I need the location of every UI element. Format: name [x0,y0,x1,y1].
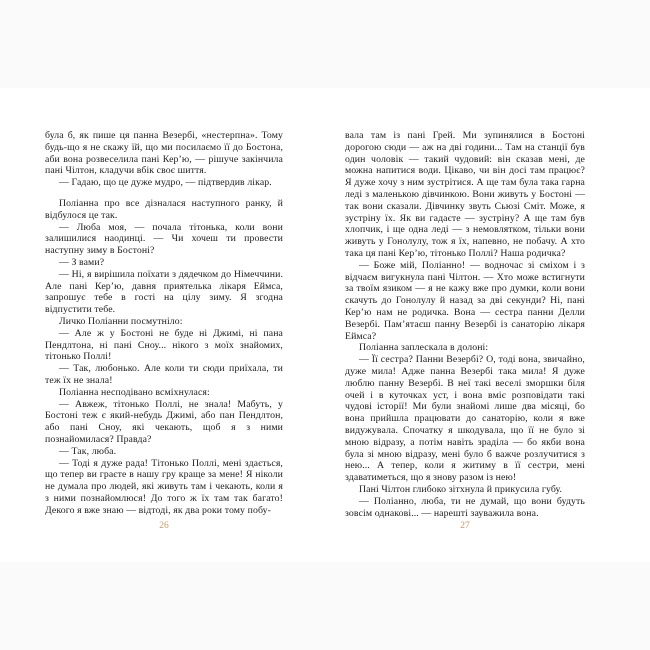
paragraph: — Поліанно, люба, ти не думай, що вони будуть зовсім однакові... — нарешті зауважила вона. [345,495,585,519]
page-left [45,88,283,562]
paragraph: — Тоді я дуже рада! Тітонько Поллі, мені здається, що тепер ви граєте в нашу гру краще за мене! Я ніколи не думала про людей, які живуть там і чекають, коли я з ними познайомлюся! До того ж їх там так багато! Декого я вже знаю — відтоді, як два роки тому побу- [45,457,283,516]
paragraph: — З вами? [59,256,105,268]
paragraph: Личко Поліанни посмутніло: [59,315,183,327]
paragraph: — Так, любонько. Але коли ти сюди приїхала, ти теж їх не знала! [45,363,283,386]
paragraph: — Авжеж, тітонько Поллі, не знала! Мабуть, у Бостоні теж є який-небудь Джимі, або пан Пендлтон, або пані Сноу, які чекають, щоб я з ними познайомилася? Правда? [45,398,283,445]
paragraph: Поліанна заплескала в долоні: [359,342,489,354]
paragraph: — Боже мій, Поліанно! — водночас зі сміхом і з відчаєм вигукнула пані Чілтон. — Хто може встигнути за твоїм язиком — я не кажу вже про думки, коли вони скачуть до Гонолулу й назад за дві секунди? Ні, пані Кер’ю нам не родичка. Вона — сестра панни Делли Везербі. Пам’ятаєш панну Везербі із санаторію лікаря Еймса? [345,259,585,342]
paragraph: — Її сестра? Панни Везербі? О, тоді вона, звичайно, дуже мила! Адже панна Везербі така мила! Я дуже люблю панну Везербі. В неї такі веселі зморшки біля очей і в куточках уст, і вона вміє розповідати такі чудові історії! Ми були знайомі лише два місяці, бо вона прийшла працювати до санаторію, коли я вже видужувала. Спочатку я шкодувала, що її не було зі мною відразу, а потім навіть зраділа — бо якби вона була зі мною відразу, мені було б важче розлучитися з нею... А тепер, коли я житиму в її сестри, мені здаватиметься, що я знову разом із нею! [345,354,585,484]
page-number-right: 27 [460,521,470,531]
book-spread [0,88,650,562]
text-column [345,130,585,522]
page-right [345,88,585,562]
paragraph: вала там із пані Грей. Ми зупинялися в Бостоні дорогою сюди — аж на дві години... Там на станції був один чоловік — такий чудовий: він сказав мені, де можна напитися води. Цікаво, чи він досі там працює? Я дуже хочу з ним зустрітися. А ще там була така гарна леді з маленькою дівчинкою. Вони живуть у Бостоні — так вони сказали. Дівчинку звуть Сьюзі Сміт. Може, я зустріну їх. Як ви гадаєте — зустріну? А ще там був хлопчик, і ще одна леді — з немовлятком, тільки вони живуть у Гонолулу, тож я їх, напевно, не побачу. А хто така ця пані Кер’ю, тітонько Поллі? Наша родичка? [345,130,585,259]
paragraph: — Так, люба. [59,445,117,457]
paragraph: — Гадаю, що це дуже мудро, — підтвердив лікар. [59,177,272,189]
page-number-left: 26 [159,521,169,531]
paragraph: — Люба моя, — почала тітонька, коли вони залишилися наодинці. — Чи хочеш ти провести наступну зиму в Бостоні? [45,221,283,257]
paragraph: — Але ж у Бостоні не буде ні Джимі, ні пана Пендлтона, ні пані Сноу... нікого з моїх знайомих, тітонько Поллі! [45,327,283,363]
text-column [45,130,283,522]
paragraph: Поліанна про все дізналася наступного ранку, й відбулося це так. [45,197,283,221]
paragraph: Поліанна несподівано всміхнулася: [59,386,210,398]
paragraph: — Ні, я вирішила поїхати з дядечком до Німеччини. Але пані Кер’ю, давня приятелька лікаря Еймса, запрошує тебе в гості на цілу зиму. Я згодна відпустити тебе. [45,268,283,316]
paragraph: була б, як пише ця панна Везербі, «нестерпна». Тому будь-що я не скажу їй, що ми посилаємо її до Бостона, аби вона розвеселила пані Кер’ю, — рішуче закінчила пані Чілтон, кладучи вбік своє шиття. [45,130,283,177]
paragraph: Пані Чілтон глибоко зітхнула й прикусила губу. [359,483,563,495]
